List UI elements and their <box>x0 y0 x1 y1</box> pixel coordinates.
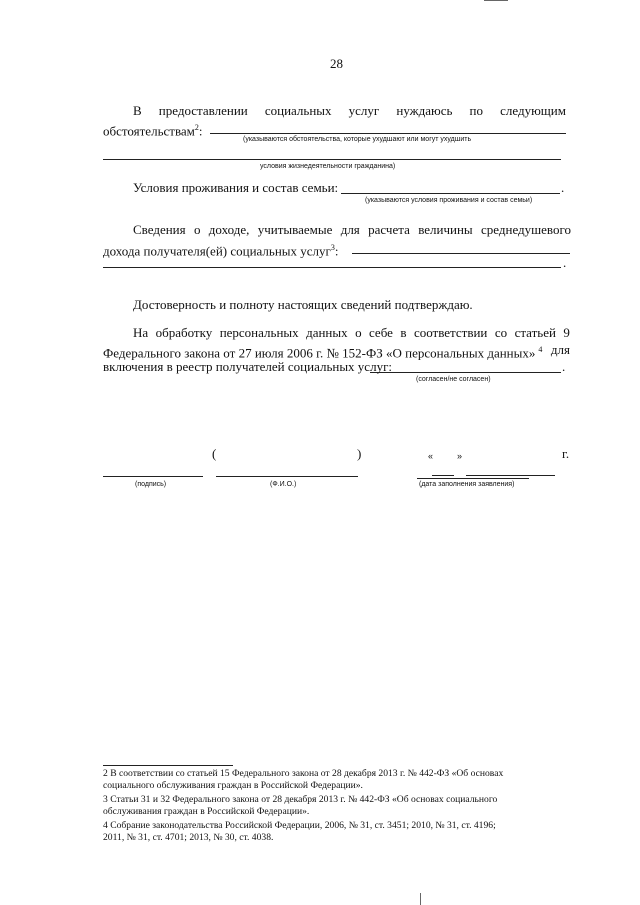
word: данных <box>306 325 348 340</box>
footnote-3: 3 Статьи 31 и 32 Федерального закона от 28 декабря 2013 г. № 442-ФЗ «Об основах социального обслуживания граждан в Российской Федерации». <box>103 794 498 817</box>
income-label: дохода получателя(ей) социальных услуг$^3$: <box>103 243 339 259</box>
word: На <box>133 325 149 340</box>
footnote-4: 4 Собрание законодательства Российской Федерации, 2006, № 31, ст. 3451; 2010, № 31, ст. 4196; 2011, № 31, ст. 4701; 2013, № 30, ст. 4038. <box>103 820 496 843</box>
word: расчета <box>368 222 410 237</box>
word: доходе, <box>208 222 250 237</box>
consent-law-text: Федерального закона от 27 июля 2006 г. № 152-ФЗ «О персональных данных» <box>103 345 536 361</box>
word: о <box>193 222 201 237</box>
word: о <box>355 325 362 340</box>
consent-hint: (согласен/не согласен) <box>416 376 491 383</box>
circumstances-field-2[interactable] <box>103 159 561 160</box>
date-day-field[interactable] <box>432 475 454 476</box>
date-month-year-field[interactable] <box>466 475 555 476</box>
circumstances-line-1 <box>133 103 566 119</box>
date-open-quote: « <box>428 451 434 461</box>
caption-date: (дата заполнения заявления) <box>419 481 515 488</box>
page-number: 28 <box>330 56 343 71</box>
word: персональных <box>219 325 299 340</box>
word: услуг <box>348 103 380 118</box>
word: 9 <box>563 325 570 340</box>
consent-end: . <box>562 359 566 374</box>
income-line-1 <box>133 222 571 238</box>
word: со <box>494 325 508 340</box>
footnote-separator <box>103 765 233 766</box>
word: среднедушевого <box>481 222 571 237</box>
income-end: . <box>563 255 567 270</box>
fio-field[interactable] <box>216 476 358 477</box>
word: для <box>340 222 360 237</box>
word: статьей <box>514 325 556 340</box>
income-field-2[interactable] <box>103 267 561 268</box>
word: предоставлении <box>158 103 248 118</box>
living-label: Условия проживания и состав семьи: <box>133 180 339 195</box>
caption-fio: (Ф.И.О.) <box>270 481 297 488</box>
signature-field[interactable] <box>103 476 203 477</box>
word: соответствии <box>413 325 488 340</box>
year-suffix: г. <box>562 446 570 461</box>
circumstances-hint-2: условия жизнедеятельности гражданина) <box>260 163 396 170</box>
word: учитываемые <box>257 222 333 237</box>
consent-line-2-end: для <box>550 342 570 357</box>
word: по <box>469 103 483 118</box>
confirm-text: Достоверность и полноту настоящих сведений подтверждаю. <box>133 297 473 312</box>
living-end: . <box>561 180 565 195</box>
consent-label: включения в реестр получателей социальных услуг: <box>103 359 393 374</box>
word: следующим <box>500 103 566 118</box>
scan-mark-bottom <box>420 893 421 905</box>
word: Сведения <box>133 222 186 237</box>
circumstances-field-1[interactable] <box>210 133 566 134</box>
consent-field[interactable] <box>370 372 561 373</box>
circumstances-label: обстоятельствам$^2$: <box>103 123 203 139</box>
caption-signature: (подпись) <box>135 481 167 488</box>
income-field-1[interactable] <box>352 253 570 254</box>
word: величины <box>418 222 473 237</box>
scan-mark-top <box>484 0 508 1</box>
living-hint: (указываются условия проживания и состав семьи) <box>365 197 533 204</box>
footnote-2: 2 В соответствии со статьей 15 Федерального закона от 28 декабря 2013 г. № 442-ФЗ «Об основах социального обслуживания граждан в Российской Федерации». <box>103 768 504 791</box>
date-underline <box>417 478 529 479</box>
circumstances-hint-1: (указываются обстоятельства, которые ухудшают или могут ухудшить <box>243 136 472 143</box>
footnote-ref-4: 4 <box>538 345 543 354</box>
word: себе <box>369 325 393 340</box>
footnote-ref-2: 2 <box>194 123 199 132</box>
word: обработку <box>155 325 213 340</box>
date-close-quote: » <box>457 451 463 461</box>
fio-close-paren: ) <box>357 446 362 461</box>
living-field[interactable] <box>341 193 560 194</box>
fio-open-paren: ( <box>212 446 217 461</box>
word: нуждаюсь <box>396 103 453 118</box>
word: в <box>400 325 407 340</box>
word: социальных <box>264 103 332 118</box>
consent-line-1 <box>133 325 570 341</box>
word: В <box>133 103 142 118</box>
footnote-ref-3: 3 <box>330 243 335 252</box>
